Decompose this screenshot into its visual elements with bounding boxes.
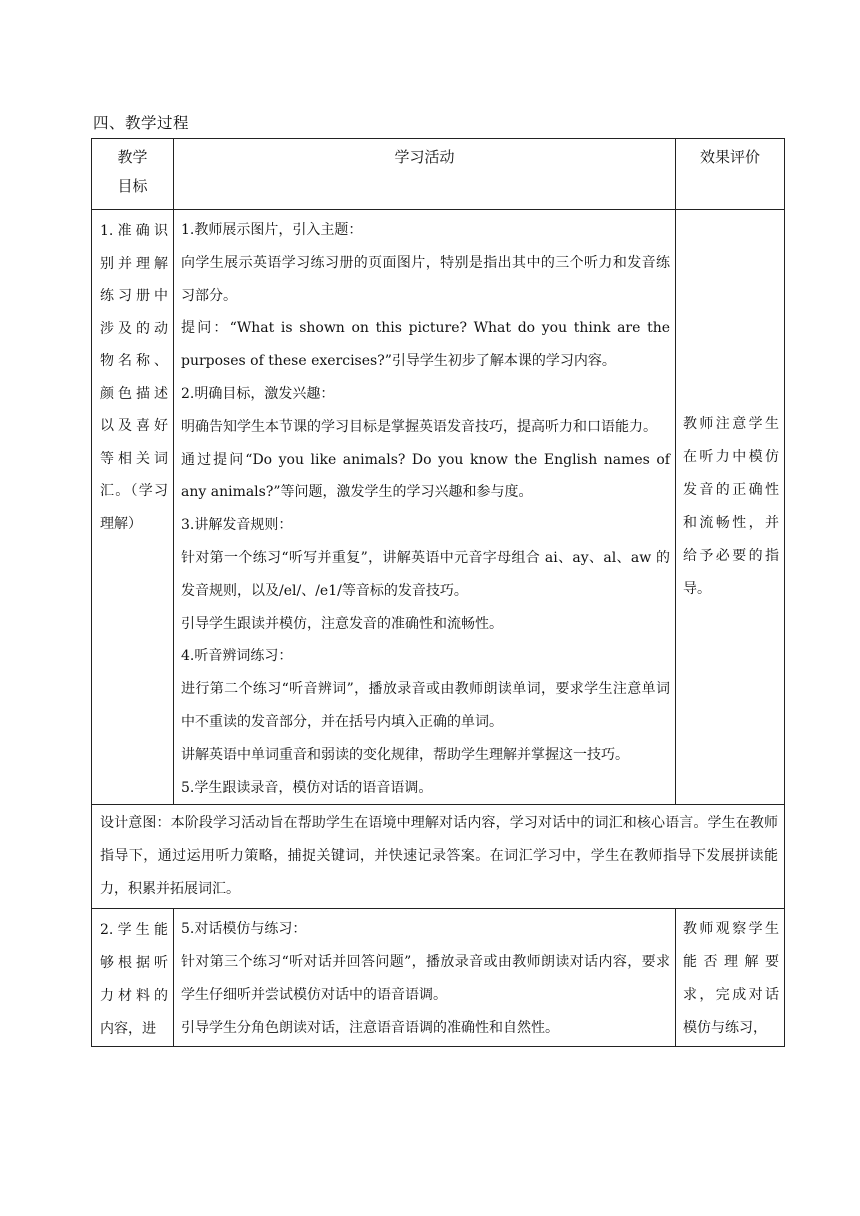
header-activity: 学习活动 (174, 139, 676, 210)
activity-line: 提问：“What is shown on this picture? What do you think are the purposes of these exercises?”引导学生初步了解本课的学习内容。 (181, 320, 670, 370)
row1-activity (174, 210, 676, 805)
table-row (92, 210, 785, 805)
row1-evaluation: 教师注意学生在听力中模仿发音的正确性和流畅性，并给予必要的指导。 (676, 210, 785, 805)
design-intent-row (92, 805, 785, 909)
row2-goal: 2.学生能够根据听力材料的内容，进 (92, 909, 174, 1047)
row2-evaluation: 教师观察学生能否理解要求，完成对话模仿与练习， (676, 909, 785, 1047)
activity-line: 向学生展示英语学习练习册的页面图片，特别是指出其中的三个听力和发音练习部分。 (181, 254, 670, 304)
table-header-row (92, 139, 785, 210)
activity-line: 明确告知学生本节课的学习目标是掌握英语发音技巧，提高听力和口语能力。 (181, 418, 657, 435)
activity-line: 3.讲解发音规则： (181, 517, 293, 534)
row2-activity (174, 909, 676, 1047)
design-intent: 设计意图：本阶段学习活动旨在帮助学生在语境中理解对话内容，学习对话中的词汇和核心语言。学生在教师指导下，通过运用听力策略，捕捉关键词，并快速记录答案。在词汇学习中，学生在教师指导下发展拼读能力，积累并拓展词汇。 (92, 805, 785, 909)
activity-line: 讲解英语中单词重音和弱读的变化规律，帮助学生理解并掌握这一技巧。 (181, 746, 629, 763)
activity-line: 5.对话模仿与练习： (181, 921, 307, 938)
activity-line: 针对第一个练习“听写并重复”，讲解英语中元音字母组合 ai、ay、al、aw 的发音规则，以及/el/、/e1/等音标的发音技巧。 (181, 549, 670, 599)
header-evaluation: 效果评价 (676, 139, 785, 210)
activity-line: 进行第二个练习“听音辨词”，播放录音或由教师朗读单词，要求学生注意单词中不重读的发音部分，并在括号内填入正确的单词。 (181, 681, 670, 730)
activity-line: 通过提问“Do you like animals? Do you know the English names of any animals?”等问题，激发学生的学习兴趣和参与度。 (181, 451, 670, 501)
header-goal: 教学目标 (92, 139, 174, 210)
activity-line: 引导学生分角色朗读对话，注意语音语调的准确性和自然性。 (181, 1019, 559, 1036)
activity-line: 引导学生跟读并模仿，注意发音的准确性和流畅性。 (181, 615, 503, 632)
row1-goal: 1.准确识别并理解练习册中涉及的动物名称、颜色描述以及喜好等相关词汇。（学习理解） (92, 210, 174, 805)
section-title: 四、教学过程 (93, 114, 190, 132)
activity-line: 2.明确目标，激发兴趣： (181, 385, 335, 402)
teaching-process-table (91, 138, 785, 1047)
activity-line: 1.教师展示图片，引入主题： (181, 222, 363, 238)
table-row (92, 909, 785, 1047)
activity-line: 4.听音辨词练习： (181, 648, 293, 665)
activity-line: 针对第三个练习“听对话并回答问题”，播放录音或由教师朗读对话内容，要求学生仔细听并尝试模仿对话中的语音语调。 (181, 954, 670, 1003)
activity-line: 5.学生跟读录音，模仿对话的语音语调。 (181, 779, 433, 796)
